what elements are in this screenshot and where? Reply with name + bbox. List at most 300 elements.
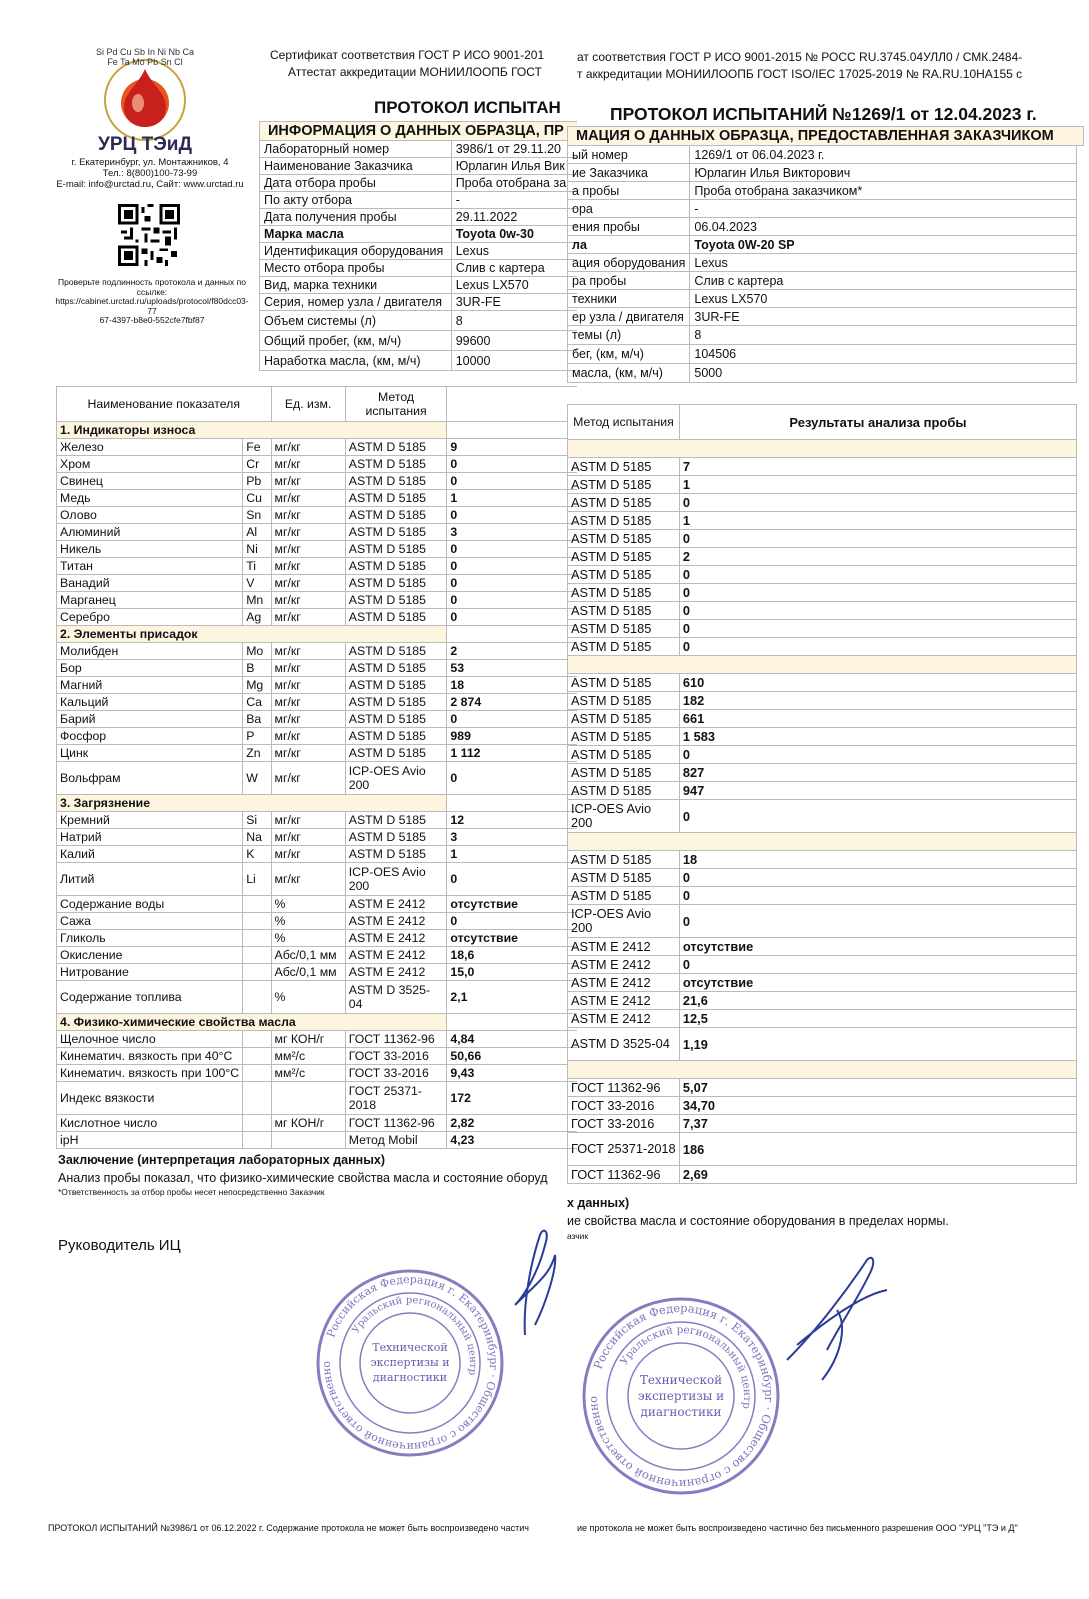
responsibility-note: азчик — [567, 1231, 589, 1241]
param-method: ASTM D 5185 — [345, 609, 447, 626]
param-unit: мг/кг — [271, 728, 345, 745]
info-row — [568, 182, 1077, 200]
section-blank — [568, 1061, 1077, 1079]
param-name: Марганец — [57, 592, 243, 609]
table-row — [57, 558, 578, 575]
param-method: ASTM E 2412 — [568, 992, 680, 1010]
param-symbol: Mg — [243, 677, 271, 694]
param-method: Метод Mobil — [345, 1132, 447, 1149]
param-method: ASTM D 5185 — [345, 490, 447, 507]
param-method: ASTM D 5185 — [345, 745, 447, 762]
param-value: 0 — [679, 956, 1076, 974]
table-row — [568, 782, 1077, 800]
cert-line-1: Сертификат соответствия ГОСТ Р ИСО 9001-201 — [270, 48, 545, 62]
param-symbol: P — [243, 728, 271, 745]
param-value: 0 — [679, 530, 1076, 548]
param-value: 21,6 — [679, 992, 1076, 1010]
table-row — [57, 846, 578, 863]
right-protocol — [567, 0, 1089, 1599]
table-row — [57, 677, 578, 694]
param-method: ГОСТ 33-2016 — [568, 1097, 680, 1115]
info-value: Слив с картера — [451, 260, 578, 277]
qr-note-line: Проверьте подлинность протокола и данных по ссылке: — [58, 277, 246, 297]
param-value: 18 — [679, 851, 1076, 869]
param-unit: мг КОН/г — [271, 1115, 345, 1132]
stamp-seal-icon — [315, 1268, 505, 1458]
cert-line-2: Аттестат аккредитации МОНИИЛООПБ ГОСТ — [288, 65, 542, 79]
param-value: 53 — [447, 660, 578, 677]
param-value: 661 — [679, 710, 1076, 728]
info-value: 10000 — [451, 351, 578, 371]
param-unit: % — [271, 896, 345, 913]
param-name: Алюминий — [57, 524, 243, 541]
contact-phone: Тел.: 8(800)100-73-99 — [102, 168, 198, 179]
param-value: 0 — [679, 887, 1076, 905]
param-method: ASTM D 5185 — [568, 566, 680, 584]
param-value: 34,70 — [679, 1097, 1076, 1115]
param-value: 0 — [679, 566, 1076, 584]
table-row — [568, 746, 1077, 764]
table-row — [57, 439, 578, 456]
param-value: 0 — [447, 575, 578, 592]
table-row — [57, 728, 578, 745]
param-symbol: Cu — [243, 490, 271, 507]
param-symbol: W — [243, 762, 271, 795]
param-value: 3 — [447, 524, 578, 541]
param-value: 18,6 — [447, 947, 578, 964]
param-method: ASTM D 5185 — [345, 507, 447, 524]
section-blank — [568, 656, 1077, 674]
param-method: ASTM D 5185 — [345, 711, 447, 728]
param-symbol: Si — [243, 812, 271, 829]
table-row — [57, 964, 578, 981]
param-method: ASTM D 3525-04 — [345, 981, 447, 1014]
table-row — [568, 1079, 1077, 1097]
conclusion-text: Анализ пробы показал, что физико-химические свойства масла и состояние оборуд — [58, 1171, 548, 1185]
svg-text:Уральский региональный центр: Уральский региональный центр — [618, 1323, 754, 1410]
section-row — [568, 656, 1077, 674]
param-value: 827 — [679, 764, 1076, 782]
param-name: Содержание топлива — [57, 981, 243, 1014]
info-label: Серия, номер узла / двигателя — [260, 294, 452, 311]
table-row — [57, 711, 578, 728]
param-name: Молибден — [57, 643, 243, 660]
param-method: ASTM E 2412 — [568, 1010, 680, 1028]
table-row — [568, 512, 1077, 530]
param-value: 947 — [679, 782, 1076, 800]
param-method: ASTM D 5185 — [568, 782, 680, 800]
param-symbol — [243, 1115, 271, 1132]
param-method: ASTM D 5185 — [568, 512, 680, 530]
table-row — [568, 548, 1077, 566]
param-method: ICP-OES Avio 200 — [568, 905, 680, 938]
param-symbol — [243, 981, 271, 1014]
param-method: ASTM D 5185 — [345, 575, 447, 592]
param-value: 0 — [679, 746, 1076, 764]
table-row — [568, 710, 1077, 728]
param-unit: мг/кг — [271, 575, 345, 592]
param-name: Кремний — [57, 812, 243, 829]
col-unit-header: Ед. изм. — [271, 387, 345, 422]
param-method: ASTM D 5185 — [568, 692, 680, 710]
param-method: ASTM D 5185 — [568, 887, 680, 905]
param-name: Медь — [57, 490, 243, 507]
param-symbol — [243, 1082, 271, 1115]
param-value: 0 — [447, 913, 578, 930]
info-row — [568, 218, 1077, 236]
footer-text: ПРОТОКОЛ ИСПЫТАНИЙ №3986/1 от 06.12.2022 г. Содержание протокола не может быть воспроизведено частич — [48, 1523, 529, 1533]
table-row — [568, 638, 1077, 656]
param-value: 0 — [679, 869, 1076, 887]
param-value: 9 — [447, 439, 578, 456]
info-row — [260, 175, 579, 192]
param-value: отсутствие — [447, 896, 578, 913]
param-method: ASTM D 5185 — [345, 812, 447, 829]
section-blank — [447, 795, 578, 812]
qr-icon — [118, 204, 180, 266]
section-row — [57, 626, 578, 643]
param-name: Гликоль — [57, 930, 243, 947]
param-name: Калий — [57, 846, 243, 863]
info-header: ИНФОРМАЦИЯ О ДАННЫХ ОБРАЗЦА, ПР — [259, 121, 587, 141]
col-result-header — [447, 387, 578, 422]
param-method: ASTM D 5185 — [345, 592, 447, 609]
param-method: ASTM D 5185 — [345, 439, 447, 456]
param-unit: Абс/0,1 мм — [271, 947, 345, 964]
param-method: ASTM D 5185 — [568, 851, 680, 869]
param-symbol: Fe — [243, 439, 271, 456]
param-method: ASTM D 5185 — [568, 476, 680, 494]
table-row — [568, 905, 1077, 938]
info-value: Проба отобрана заказчиком* — [690, 182, 1077, 200]
param-method: ГОСТ 25371-2018 — [345, 1082, 447, 1115]
param-value: 0 — [679, 638, 1076, 656]
param-value: 1 — [679, 512, 1076, 530]
section-row — [568, 833, 1077, 851]
param-symbol: Al — [243, 524, 271, 541]
param-method: ASTM D 5185 — [568, 620, 680, 638]
param-name: Бор — [57, 660, 243, 677]
param-value: 0 — [679, 620, 1076, 638]
param-value: 1,19 — [679, 1028, 1076, 1061]
section-row — [568, 1061, 1077, 1079]
info-row — [260, 331, 579, 351]
table-row — [568, 1133, 1077, 1166]
table-row — [568, 602, 1077, 620]
param-unit — [271, 1132, 345, 1149]
param-method: ASTM E 2412 — [568, 956, 680, 974]
info-label: темы (л) — [568, 326, 690, 345]
param-value: 0 — [447, 456, 578, 473]
round-stamp — [315, 1268, 505, 1458]
info-label: а пробы — [568, 182, 690, 200]
info-label: Объем системы (л) — [260, 311, 452, 331]
section-title: 1. Индикаторы износа — [57, 422, 447, 439]
param-value: отсутствие — [679, 974, 1076, 992]
section-blank — [447, 422, 578, 439]
section-title: 2. Элементы присадок — [57, 626, 447, 643]
param-name: Цинк — [57, 745, 243, 762]
table-row — [568, 1115, 1077, 1133]
param-method: ASTM D 5185 — [568, 710, 680, 728]
table-row — [568, 692, 1077, 710]
param-value: 1 — [447, 490, 578, 507]
param-symbol — [243, 1065, 271, 1082]
table-row — [57, 524, 578, 541]
param-unit: мг/кг — [271, 507, 345, 524]
info-label: ора — [568, 200, 690, 218]
info-label: техники — [568, 290, 690, 308]
round-stamp — [581, 1296, 781, 1496]
section-blank — [447, 1014, 578, 1031]
param-value: 15,0 — [447, 964, 578, 981]
param-unit: мг/кг — [271, 609, 345, 626]
param-value: 12 — [447, 812, 578, 829]
info-value: - — [690, 200, 1077, 218]
param-name: Серебро — [57, 609, 243, 626]
param-unit: Абс/0,1 мм — [271, 964, 345, 981]
info-row — [568, 308, 1077, 326]
param-name: Фосфор — [57, 728, 243, 745]
svg-text:Российская Федерация г. Екатер: Российская Федерация г. Екатеринбург · Общество с ограниченной ответственно — [319, 1272, 501, 1454]
oil-drop-icon — [100, 55, 190, 145]
param-value: 0 — [679, 905, 1076, 938]
param-method: ASTM D 5185 — [568, 674, 680, 692]
logo-name: УРЦ ТЭиД — [98, 134, 192, 155]
info-value: 29.11.2022 — [451, 209, 578, 226]
param-unit: мг/кг — [271, 439, 345, 456]
svg-text:диагностики: диагностики — [372, 1371, 448, 1384]
param-symbol: Cr — [243, 456, 271, 473]
table-row — [568, 1028, 1077, 1061]
param-value: 0 — [447, 558, 578, 575]
param-value: 12,5 — [679, 1010, 1076, 1028]
info-row — [568, 200, 1077, 218]
svg-text:Технической: Технической — [372, 1341, 448, 1354]
table-row — [57, 981, 578, 1014]
param-value: 1 112 — [447, 745, 578, 762]
table-row — [568, 1010, 1077, 1028]
protocol-title: ПРОТОКОЛ ИСПЫТАНИЙ №1269/1 от 12.04.2023 г. — [610, 104, 1037, 124]
param-unit: мг/кг — [271, 711, 345, 728]
table-row — [57, 473, 578, 490]
param-value: 18 — [447, 677, 578, 694]
param-symbol — [243, 913, 271, 930]
info-value: Lexus — [451, 243, 578, 260]
param-value: 4,23 — [447, 1132, 578, 1149]
table-row — [568, 584, 1077, 602]
table-row — [568, 851, 1077, 869]
param-value: 182 — [679, 692, 1076, 710]
param-method: ГОСТ 11362-96 — [345, 1115, 447, 1132]
param-unit: % — [271, 930, 345, 947]
param-name: Железо — [57, 439, 243, 456]
section-row — [57, 422, 578, 439]
svg-text:Российская Федерация г. Екатер: Российская Федерация г. Екатеринбург · Общество с ограниченной ответственно — [585, 1300, 777, 1492]
responsibility-note: *Ответственность за отбор пробы несет непосредственно Заказчик — [58, 1187, 325, 1197]
param-symbol: Ni — [243, 541, 271, 558]
param-name: Кислотное число — [57, 1115, 243, 1132]
svg-text:диагностики: диагностики — [640, 1405, 722, 1419]
contacts — [50, 157, 250, 190]
param-unit: мг/кг — [271, 473, 345, 490]
param-method: ASTM D 5185 — [568, 494, 680, 512]
info-value: Слив с картера — [690, 272, 1077, 290]
param-method: ГОСТ 11362-96 — [568, 1079, 680, 1097]
param-value: 1 — [679, 476, 1076, 494]
param-name: Свинец — [57, 473, 243, 490]
param-unit: мг/кг — [271, 592, 345, 609]
param-method: ASTM E 2412 — [345, 930, 447, 947]
param-unit: мг/кг — [271, 677, 345, 694]
section-title: 4. Физико-химические свойства масла — [57, 1014, 447, 1031]
param-name: Натрий — [57, 829, 243, 846]
table-row — [57, 592, 578, 609]
param-method: ГОСТ 11362-96 — [568, 1166, 680, 1184]
table-row — [568, 1166, 1077, 1184]
param-symbol: Li — [243, 863, 271, 896]
param-unit: мг/кг — [271, 863, 345, 896]
table-row — [568, 530, 1077, 548]
col-result-header: Результаты анализа пробы — [679, 405, 1076, 440]
param-method: ASTM E 2412 — [345, 896, 447, 913]
param-name: Магний — [57, 677, 243, 694]
param-value: отсутствие — [447, 930, 578, 947]
table-row — [568, 974, 1077, 992]
section-row — [568, 440, 1077, 458]
param-symbol: Mn — [243, 592, 271, 609]
svg-text:экспертизы и: экспертизы и — [637, 1389, 725, 1403]
param-value: отсутствие — [679, 938, 1076, 956]
table-row — [568, 992, 1077, 1010]
logo-elements: Si Pd Cu Sb In Ni Nb Ca Fe Ta Mo Pb Sn Cl — [95, 47, 195, 67]
param-method: ASTM D 5185 — [568, 548, 680, 566]
info-value: Проба отобрана за — [451, 175, 578, 192]
info-value: Lexus LX570 — [451, 277, 578, 294]
section-blank — [568, 440, 1077, 458]
param-value: 7 — [679, 458, 1076, 476]
info-value: Юрлагин Илья Викторович — [690, 164, 1077, 182]
info-value: 5000 — [690, 364, 1077, 383]
col-method-header: Метод испытания — [345, 387, 447, 422]
param-unit: мм²/с — [271, 1048, 345, 1065]
table-row — [57, 1082, 578, 1115]
param-value: 0 — [447, 863, 578, 896]
param-value: 7,37 — [679, 1115, 1076, 1133]
param-name: Нитрование — [57, 964, 243, 981]
info-row — [260, 158, 579, 175]
info-row — [568, 236, 1077, 254]
param-method: ASTM D 5185 — [345, 829, 447, 846]
table-row — [57, 694, 578, 711]
param-symbol: Mo — [243, 643, 271, 660]
table-row — [57, 930, 578, 947]
info-row — [568, 290, 1077, 308]
param-name: Вольфрам — [57, 762, 243, 795]
info-label: ация оборудования — [568, 254, 690, 272]
param-value: 1 583 — [679, 728, 1076, 746]
param-symbol: Pb — [243, 473, 271, 490]
info-row — [260, 192, 579, 209]
param-name: Кальций — [57, 694, 243, 711]
param-method: ASTM E 2412 — [568, 974, 680, 992]
table-row — [568, 728, 1077, 746]
param-value: 0 — [447, 473, 578, 490]
info-row — [260, 243, 579, 260]
info-value: 3986/1 от 29.11.20 — [451, 141, 578, 158]
param-symbol — [243, 896, 271, 913]
param-unit: мг/кг — [271, 762, 345, 795]
param-unit: мг/кг — [271, 643, 345, 660]
param-method: ASTM D 5185 — [568, 746, 680, 764]
col-name-header: Наименование показателя — [57, 387, 272, 422]
info-value: 104506 — [690, 345, 1077, 364]
info-row — [568, 364, 1077, 383]
param-unit: мг/кг — [271, 846, 345, 863]
param-unit: % — [271, 981, 345, 1014]
info-value: 3UR-FE — [690, 308, 1077, 326]
param-method: ASTM D 5185 — [345, 456, 447, 473]
table-header-row — [568, 405, 1077, 440]
protocol-title: ПРОТОКОЛ ИСПЫТАН — [374, 98, 561, 117]
param-value: 610 — [679, 674, 1076, 692]
info-label: Марка масла — [260, 226, 452, 243]
param-value: 2,69 — [679, 1166, 1076, 1184]
info-label: ла — [568, 236, 690, 254]
param-symbol: V — [243, 575, 271, 592]
info-label: Лабораторный номер — [260, 141, 452, 158]
info-label: ый номер — [568, 146, 690, 164]
table-row — [57, 541, 578, 558]
table-row — [57, 896, 578, 913]
param-value: 2,1 — [447, 981, 578, 1014]
param-name: Щелочное число — [57, 1031, 243, 1048]
info-label: Дата получения пробы — [260, 209, 452, 226]
qr-code[interactable] — [118, 204, 180, 266]
info-label: Общий пробег, (км, м/ч) — [260, 331, 452, 351]
param-method: ASTM D 5185 — [345, 846, 447, 863]
info-value: 99600 — [451, 331, 578, 351]
contact-address: г. Екатеринбург, ул. Монтажников, 4 — [71, 157, 229, 168]
param-method: ГОСТ 33-2016 — [345, 1065, 447, 1082]
table-row — [568, 494, 1077, 512]
sample-info-table — [259, 140, 579, 371]
table-row — [57, 609, 578, 626]
param-symbol — [243, 1031, 271, 1048]
table-row — [57, 745, 578, 762]
param-value: 9,43 — [447, 1065, 578, 1082]
param-method: ASTM D 3525-04 — [568, 1028, 680, 1061]
table-row — [57, 456, 578, 473]
table-row — [57, 947, 578, 964]
info-row — [568, 272, 1077, 290]
table-row — [57, 1031, 578, 1048]
qr-link-cont[interactable]: 67-4397-b8e0-552cfe7fbf87 — [99, 315, 205, 325]
param-symbol — [243, 947, 271, 964]
qr-link[interactable]: https://cabinet.urctad.ru/uploads/protocol/f80dcc03-77 — [55, 296, 249, 316]
table-row — [57, 507, 578, 524]
info-label: Дата отбора пробы — [260, 175, 452, 192]
param-method: ASTM D 5185 — [345, 473, 447, 490]
param-method: ICP-OES Avio 200 — [345, 762, 447, 795]
param-method: ГОСТ 33-2016 — [568, 1115, 680, 1133]
param-name: Барий — [57, 711, 243, 728]
param-name: Олово — [57, 507, 243, 524]
param-name: Хром — [57, 456, 243, 473]
param-symbol — [243, 930, 271, 947]
param-method: ICP-OES Avio 200 — [345, 863, 447, 896]
info-value: 1269/1 от 06.04.2023 г. — [690, 146, 1077, 164]
